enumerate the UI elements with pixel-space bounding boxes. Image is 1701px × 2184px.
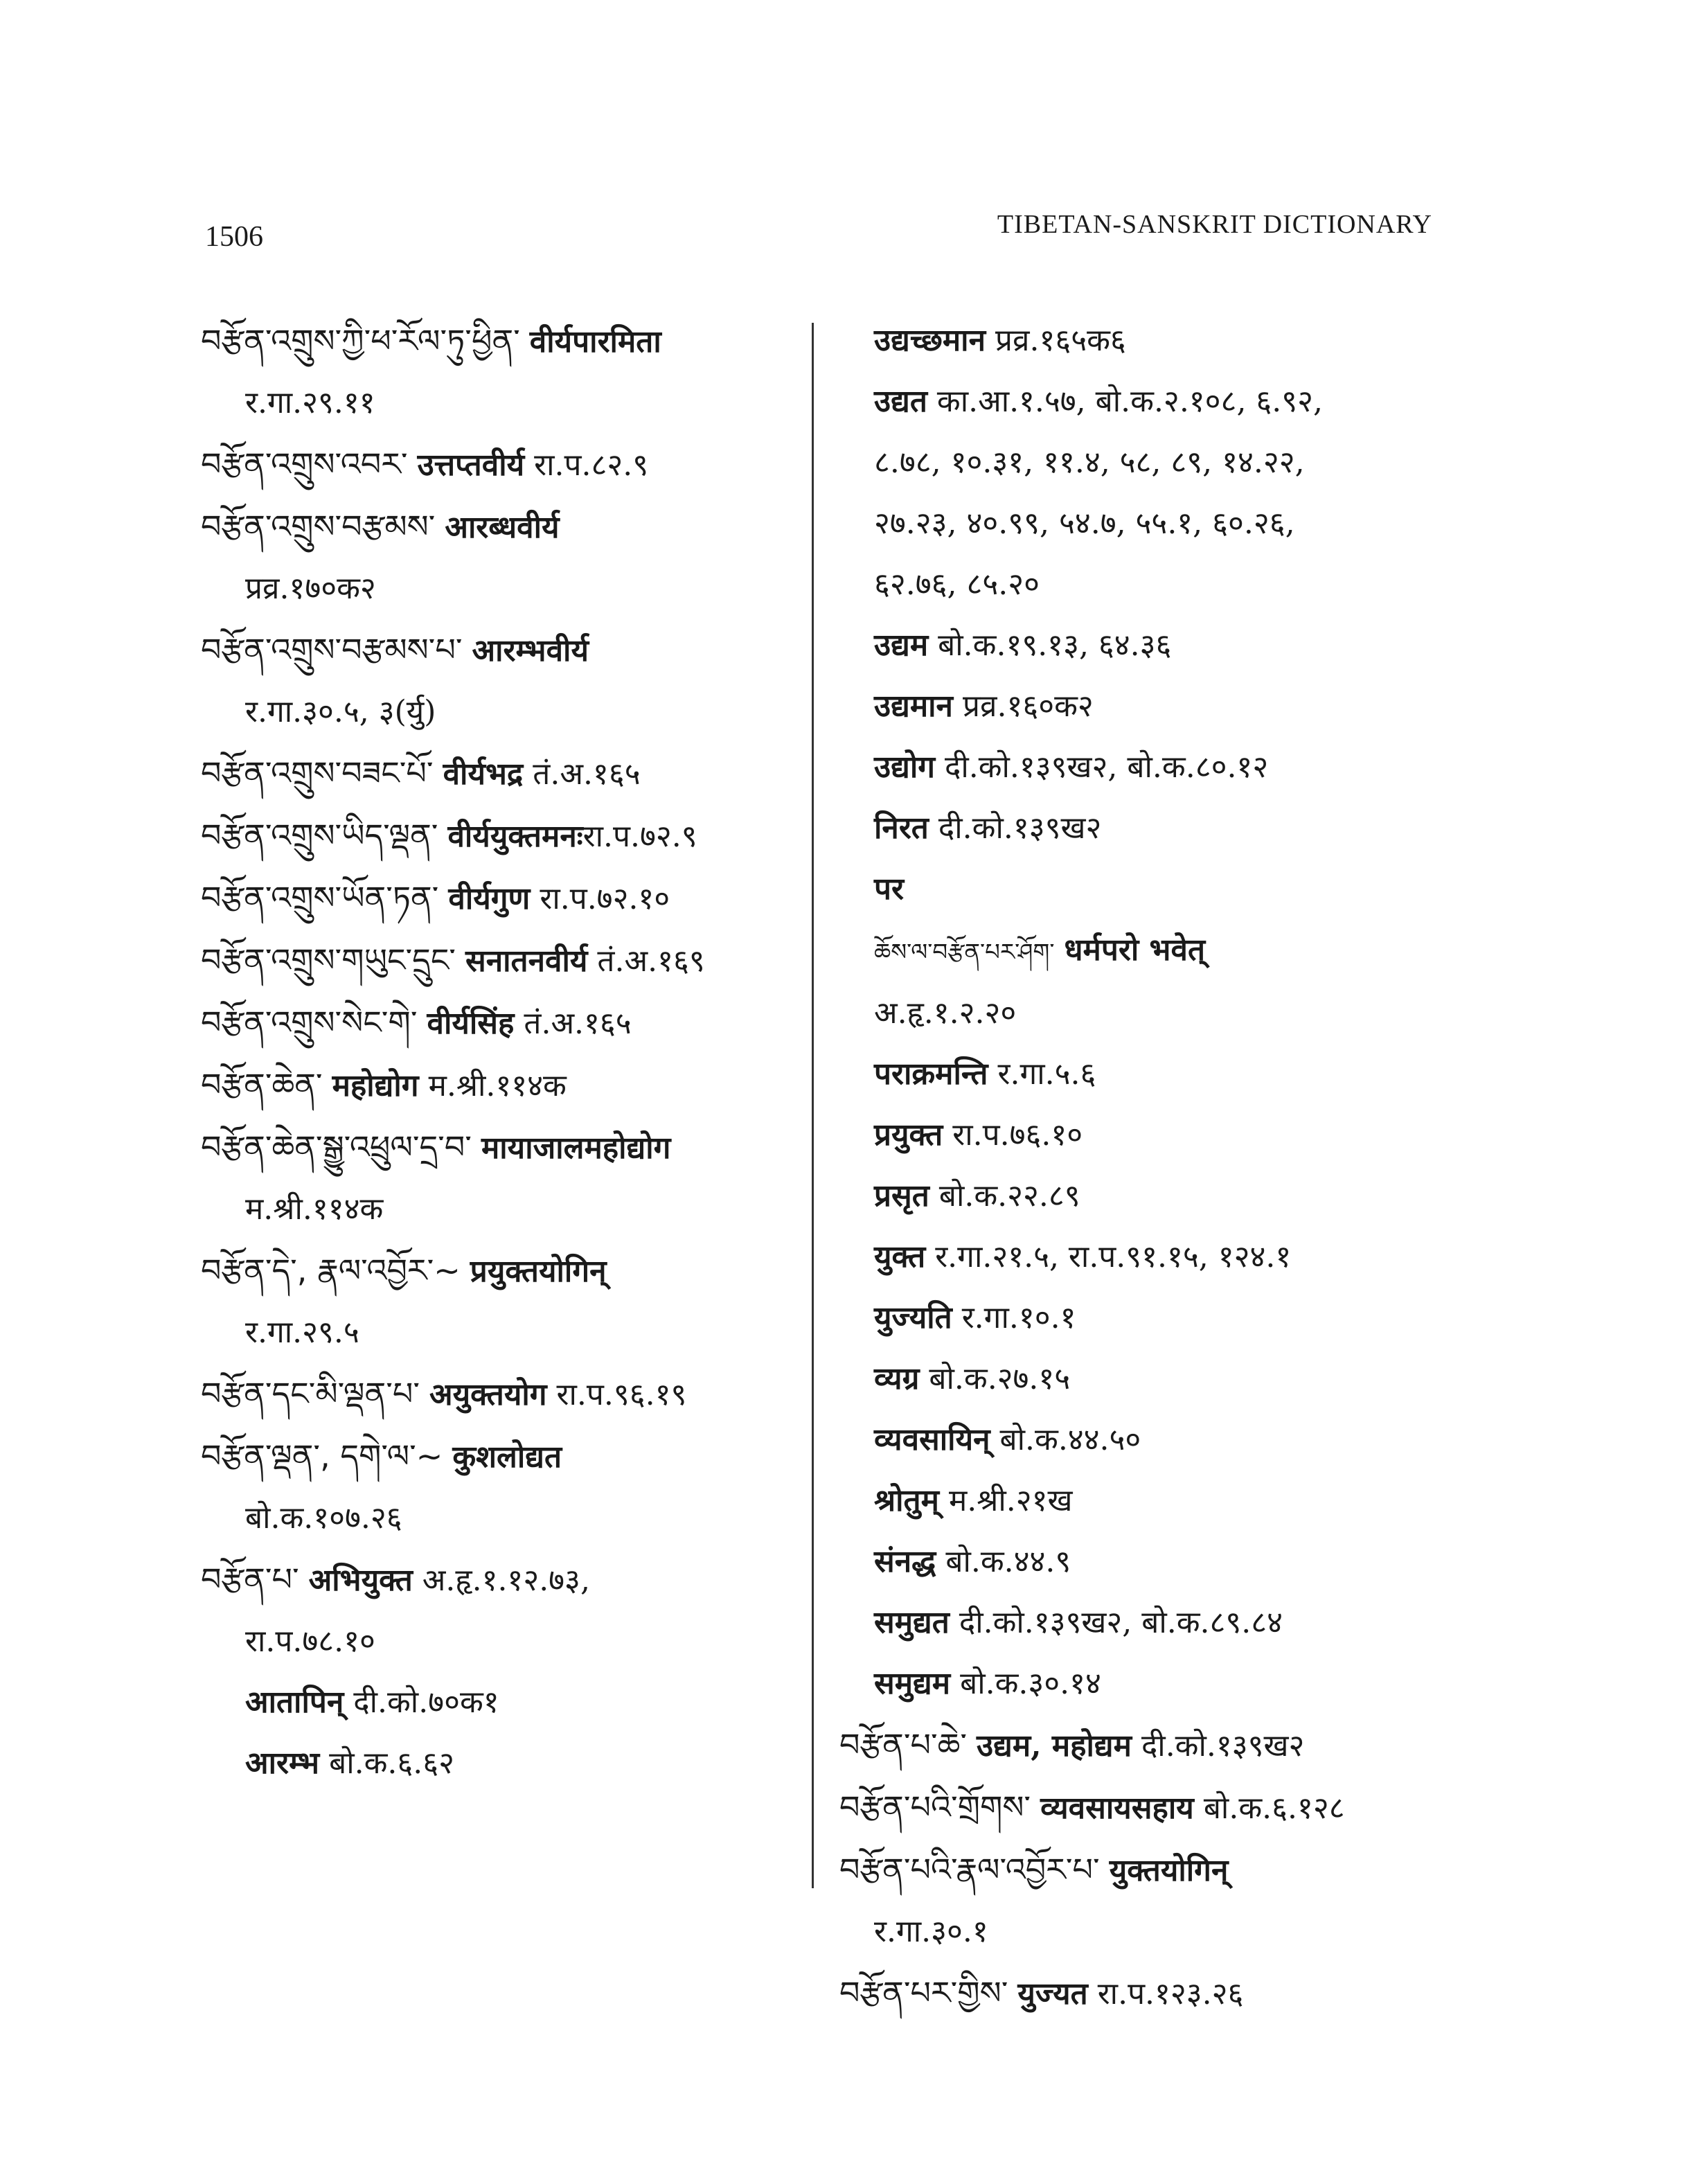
entry	[201, 1117, 824, 1179]
entry-sub	[839, 1471, 1463, 1532]
entry	[201, 805, 824, 867]
entry-reference	[201, 1488, 824, 1549]
running-head: TIBETAN-SANSKRIT DICTIONARY	[997, 210, 1432, 239]
sanskrit-term: निरत	[874, 810, 929, 846]
reference: बो.क.६.१२८	[1203, 1791, 1345, 1826]
sanskrit-term: उद्योग	[874, 749, 935, 785]
reference: म.श्री.२१ख	[948, 1483, 1073, 1518]
sanskrit-term: प्रसृत	[874, 1178, 929, 1214]
reference: ८.७८, १०.३१, ११.४, ५८, ८९, १४.२२,	[874, 445, 1305, 480]
tibetan-term: བརྩོན་དེ་, རྣལ་འབྱོར་~	[201, 1252, 461, 1289]
reference: म.श्री.११४क	[245, 1191, 384, 1227]
tibetan-term: བརྩོན་ཆེན་	[201, 1066, 323, 1103]
reference: र.गा.३०.१	[874, 1914, 988, 1949]
entry-sub	[839, 1288, 1463, 1349]
entry-reference	[839, 554, 1463, 615]
tibetan-term: བརྩོན་དང་མི་ལྡན་པ་	[201, 1375, 420, 1412]
sanskrit-term: प्रयुक्तयोगिन्	[470, 1254, 607, 1289]
sanskrit-term: अयुक्तयोग	[429, 1377, 547, 1412]
sanskrit-term: व्यवसायिन्	[874, 1422, 990, 1457]
tibetan-term: བརྩོན་འགྲུས་འབར་	[201, 445, 408, 483]
reference: अ.हृ.१.२.२०	[874, 995, 1017, 1031]
entry-reference	[201, 558, 824, 619]
entry	[839, 1777, 1463, 1839]
sanskrit-term: कुशलोद्यत	[452, 1439, 562, 1475]
sanskrit-term: वीर्यपारमिता	[529, 324, 661, 359]
reference: रा.प.७८.१०	[245, 1624, 375, 1659]
entry	[201, 930, 824, 992]
entry-reference	[201, 1179, 824, 1240]
entry	[839, 1839, 1463, 1901]
tibetan-term: བརྩོན་འགྲུས་བརྩམས་	[201, 508, 436, 545]
reference: प्रव्र.१६०क२	[962, 689, 1094, 724]
reference: बो.क.३०.१४	[960, 1666, 1101, 1701]
entry-sub	[839, 371, 1463, 432]
sanskrit-term: व्यग्र	[874, 1361, 920, 1396]
sanskrit-term: वीर्ययुक्तमनः	[447, 819, 583, 854]
reference: रा.प.८२.९	[534, 447, 649, 483]
page-number: 1506	[205, 221, 263, 253]
entry	[839, 1714, 1463, 1777]
entry-sub	[201, 1672, 824, 1733]
entry	[201, 743, 824, 805]
entry-reference	[839, 493, 1463, 554]
sanskrit-term: पर	[874, 871, 904, 907]
entry-sub	[839, 1105, 1463, 1166]
reference: दी.को.१३९ख२	[938, 810, 1102, 846]
sanskrit-term: आरब्धवीर्य	[445, 510, 560, 545]
sanskrit-term: सनातनवीर्य	[465, 943, 588, 979]
entry-reference	[201, 373, 824, 434]
reference: तं.अ.१६५	[533, 756, 641, 792]
sanskrit-term: उद्यत	[874, 384, 927, 419]
entry-sub	[839, 676, 1463, 737]
entry	[201, 1426, 824, 1488]
entry-sub	[839, 1653, 1463, 1714]
reference: र.गा.२९.११	[245, 385, 375, 420]
reference: बो.क.२७.१५	[929, 1361, 1071, 1396]
entry	[201, 496, 824, 558]
entry	[201, 619, 824, 682]
entry-sub	[839, 310, 1463, 371]
right-column	[839, 310, 1463, 2025]
sanskrit-term: युक्त	[874, 1239, 926, 1275]
entry-sub	[839, 1349, 1463, 1410]
reference: का.आ.१.५७, बो.क.२.१०८, ६.९२,	[936, 384, 1324, 419]
tibetan-term: བརྩོན་པར་གྱིས་	[839, 1974, 1008, 2012]
entry-sub	[839, 1227, 1463, 1288]
reference: रा.प.७२.१०	[540, 881, 670, 916]
sanskrit-term: महोद्योग	[332, 1068, 419, 1103]
reference: तं.अ.१६९	[597, 943, 705, 979]
entry-sub	[839, 1592, 1463, 1653]
sanskrit-term: श्रोतुम्	[874, 1483, 939, 1518]
tibetan-term: བརྩོན་ཆེན་སྒྱུ་འཕྲུལ་དྲ་བ་	[201, 1128, 472, 1166]
sanskrit-term: उद्यमान	[874, 689, 953, 724]
tibetan-term: བརྩོན་འགྲུས་ཡིད་ལྡན་	[201, 817, 438, 854]
sanskrit-term: व्यवसायसहाय	[1040, 1791, 1194, 1826]
sanskrit-term: समुद्यत	[874, 1605, 950, 1640]
reference: र.गा.२१.५, रा.प.९१.१५, १२४.१	[935, 1239, 1292, 1275]
reference: बो.क.४४.९	[945, 1544, 1071, 1579]
tibetan-term: བརྩོན་འགྲུས་ཡོན་ཏན་	[201, 879, 439, 916]
sanskrit-term: आतापिन्	[245, 1685, 344, 1720]
entry-sub	[839, 737, 1463, 798]
entry-reference	[201, 682, 824, 743]
sanskrit-term: अभियुक्त	[308, 1563, 413, 1598]
entry	[201, 1549, 824, 1611]
entry-sub	[839, 615, 1463, 676]
column-divider	[812, 323, 814, 1888]
sanskrit-term: उत्तप्तवीर्य	[417, 447, 525, 483]
sanskrit-term: युज्यति	[874, 1300, 952, 1335]
reference: प्रव्र.१६५क६	[995, 323, 1126, 358]
sanskrit-term: वीर्यगुण	[448, 881, 531, 916]
entry-sub	[839, 798, 1463, 859]
entry-reference	[201, 1611, 824, 1672]
reference: रा.प.७२.९	[582, 819, 697, 854]
sanskrit-term: धर्मपरो भवेत्	[1064, 932, 1206, 968]
sanskrit-term: पराक्रमन्ति	[874, 1056, 988, 1092]
entry	[201, 310, 824, 373]
entry-reference	[201, 1302, 824, 1363]
reference: ६२.७६, ८५.२०	[874, 567, 1040, 602]
reference: म.श्री.११४क	[428, 1068, 567, 1103]
reference: दी.को.१३९ख२, बो.क.८९.८४	[959, 1605, 1283, 1640]
sanskrit-term: उद्यम	[874, 628, 929, 663]
tibetan-term: ཆོས་ལ་བརྩོན་པར་ཤོག་	[874, 939, 1055, 966]
reference: बो.क.१९.१३, ६४.३६	[938, 628, 1172, 663]
tibetan-term: བརྩོན་པ་ཆེ་	[839, 1726, 968, 1764]
sanskrit-term: प्रयुक्त	[874, 1117, 943, 1153]
reference: र.गा.५.६	[997, 1056, 1096, 1092]
sanskrit-term: उद्यच्छमान	[874, 323, 986, 358]
tibetan-term: བརྩོན་འགྲུས་ཀྱི་ཕ་རོལ་ཏུ་ཕྱིན་	[201, 322, 520, 359]
sanskrit-term: युज्यत	[1017, 1976, 1088, 2012]
sanskrit-term: मायाजालमहोद्योग	[481, 1130, 671, 1166]
reference: दी.को.१३९ख२, बो.क.८०.१२	[945, 749, 1269, 785]
reference: र.गा.३०.५, ३(र्यु)	[245, 694, 436, 729]
sanskrit-term: समुद्यम	[874, 1666, 951, 1701]
reference: बो.क.४४.५०	[999, 1422, 1141, 1457]
entry-reference	[839, 432, 1463, 493]
entry-sub	[839, 1410, 1463, 1471]
entry	[201, 992, 824, 1054]
reference: बो.क.२२.८९	[938, 1178, 1080, 1214]
sanskrit-term: वीर्यसिंह	[427, 1006, 515, 1041]
entry	[201, 1054, 824, 1117]
sanskrit-term: संनद्ध	[874, 1544, 936, 1579]
entry-sub	[839, 859, 1463, 920]
tibetan-term: བརྩོན་པའི་གྲོགས་	[839, 1788, 1031, 1826]
sanskrit-term: उद्यम, महोद्यम	[977, 1728, 1132, 1764]
entry-sub	[839, 920, 1463, 983]
entry-sub	[201, 1733, 824, 1794]
reference: २७.२३, ४०.९९, ५४.७, ५५.१, ६०.२६,	[874, 506, 1295, 541]
tibetan-term: བརྩོན་འགྲུས་གཡུང་དྲུང་	[201, 941, 456, 979]
tibetan-term: བརྩོན་འགྲུས་སེང་གེ་	[201, 1004, 418, 1041]
tibetan-term: བརྩོན་འགྲུས་བཟང་པོ་	[201, 754, 434, 792]
tibetan-term: བརྩོན་པའི་རྣལ་འབྱོར་པ་	[839, 1851, 1100, 1888]
entry	[201, 1240, 824, 1302]
reference: दी.को.७०क१	[353, 1685, 499, 1720]
reference: र.गा.१०.१	[961, 1300, 1076, 1335]
sanskrit-term: आरम्भ	[245, 1746, 320, 1781]
reference: दी.को.१३९ख२	[1141, 1728, 1305, 1764]
reference: रा.प.९६.१९	[556, 1377, 687, 1412]
entry	[201, 434, 824, 496]
sanskrit-term: आरम्भवीर्य	[472, 633, 589, 668]
tibetan-term: བརྩོན་པ་	[201, 1561, 299, 1598]
reference: बो.क.१०७.२६	[245, 1500, 402, 1536]
reference: रा.प.७६.१०	[952, 1117, 1083, 1153]
reference: रा.प.१२३.२६	[1097, 1976, 1244, 2012]
entry-sub	[839, 1532, 1463, 1592]
entry-reference	[839, 983, 1463, 1044]
entry-sub	[839, 1166, 1463, 1227]
entry-sub	[839, 1044, 1463, 1105]
entry	[839, 1962, 1463, 2025]
tibetan-term: བརྩོན་ལྡན་, དགེ་ལ་~	[201, 1437, 443, 1475]
tibetan-term: བརྩོན་འགྲུས་བརྩམས་པ་	[201, 631, 463, 668]
reference: तं.अ.१६५	[524, 1006, 632, 1041]
sanskrit-term: युक्तयोगिन्	[1109, 1853, 1229, 1888]
entry	[201, 867, 824, 930]
entry	[201, 1363, 824, 1426]
sanskrit-term: वीर्यभद्र	[443, 756, 524, 792]
reference: प्रव्र.१७०क२	[245, 571, 376, 606]
reference: बो.क.६.६२	[329, 1746, 455, 1781]
reference: र.गा.२९.५	[245, 1315, 359, 1350]
reference: अ.हृ.१.१२.७३,	[422, 1563, 590, 1598]
left-column	[201, 310, 824, 1794]
entry-reference	[839, 1901, 1463, 1962]
